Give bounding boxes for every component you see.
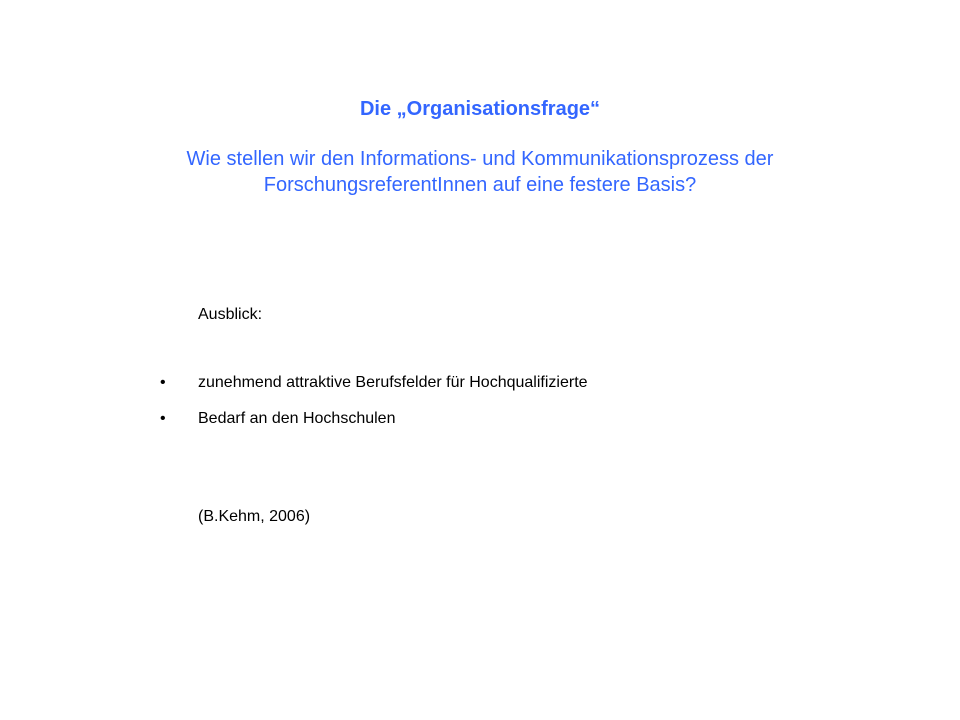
- slide-subtitle: Wie stellen wir den Informations- und Kommunikationsprozess der ForschungsreferentInnen auf eine festere Basis?: [186, 148, 774, 196]
- outlook-label: Ausblick:: [198, 306, 263, 323]
- bullet-icon: •: [160, 410, 166, 427]
- bullet-item: [160, 409, 588, 429]
- slide-title: Die „Organisationsfrage“: [359, 98, 601, 120]
- bullet-text: zunehmend attraktive Berufsfelder für Hochqualifizierte: [198, 374, 588, 391]
- title-block: [90, 96, 870, 198]
- bullet-text: Bedarf an den Hochschulen: [198, 410, 396, 427]
- bullet-item: [160, 373, 588, 393]
- bullet-icon: •: [160, 374, 166, 391]
- citation: (B.Kehm, 2006): [198, 508, 311, 525]
- bullet-list: [160, 373, 588, 445]
